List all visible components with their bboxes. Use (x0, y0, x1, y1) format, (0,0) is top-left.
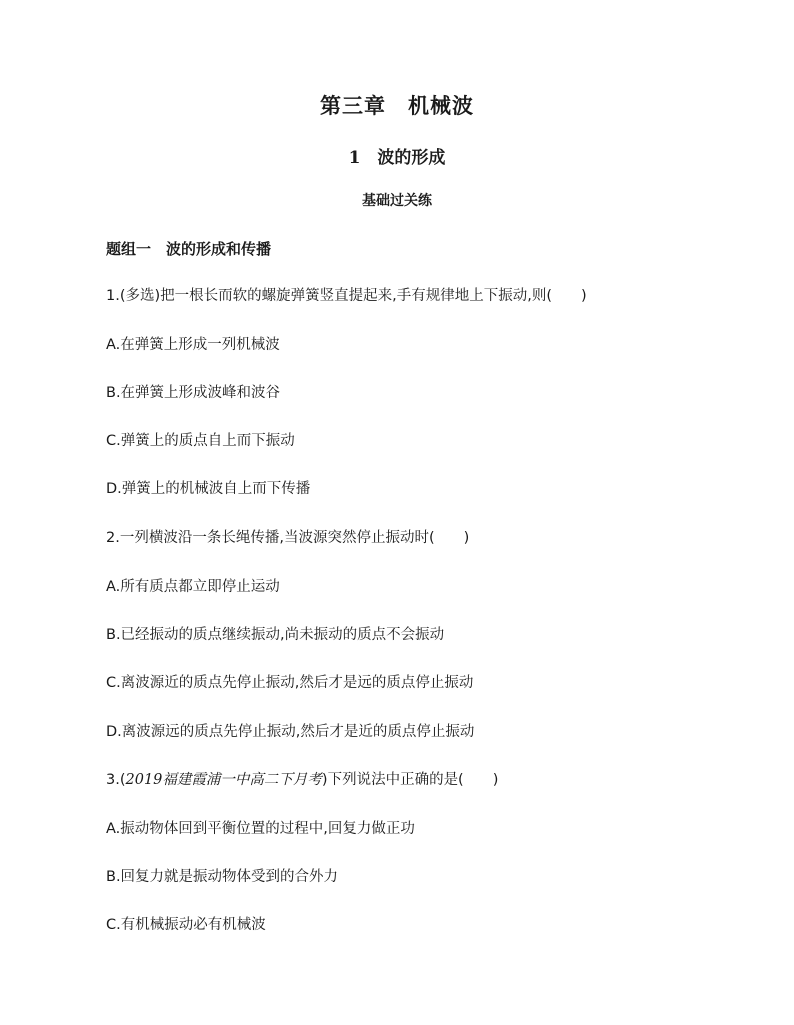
question-3-option-b: B.回复力就是振动物体受到的合外力 (106, 869, 339, 885)
exercise-title: 基础过关练 (362, 193, 432, 209)
question-3-option-a: A.振动物体回到平衡位置的过程中,回复力做正功 (106, 821, 415, 837)
question-3-source: 2019福建霞浦一中高二下月考 (125, 772, 322, 788)
question-3-stem-suffix: )下列说法中正确的是( ) (321, 772, 499, 788)
question-2-option-a: A.所有质点都立即停止运动 (106, 579, 280, 595)
question-1-stem: 1.(多选)把一根长而软的螺旋弹簧竖直提起来,手有规律地上下振动,则( ) (106, 288, 587, 304)
question-2-option-b: B.已经振动的质点继续振动,尚未振动的质点不会振动 (106, 627, 445, 643)
question-3-option-c: C.有机械振动必有机械波 (106, 917, 266, 933)
question-2-stem: 2.一列横波沿一条长绳传播,当波源突然停止振动时( ) (106, 530, 470, 546)
chapter-title: 第三章 机械波 (320, 93, 474, 118)
question-1-option-a: A.在弹簧上形成一列机械波 (106, 337, 280, 353)
question-1-option-d: D.弹簧上的机械波自上而下传播 (106, 481, 311, 497)
question-3-stem (106, 770, 498, 790)
question-2-option-d: D.离波源远的质点先停止振动,然后才是近的质点停止振动 (106, 724, 475, 740)
section-title: 1 波的形成 (348, 148, 446, 168)
question-group-title: 题组一 波的形成和传播 (106, 240, 272, 258)
question-1-option-c: C.弹簧上的质点自上而下振动 (106, 433, 295, 449)
question-1-option-b: B.在弹簧上形成波峰和波谷 (106, 385, 281, 401)
question-2-option-c: C.离波源近的质点先停止振动,然后才是远的质点停止振动 (106, 675, 474, 691)
question-3-stem-prefix: 3.( (106, 772, 126, 788)
